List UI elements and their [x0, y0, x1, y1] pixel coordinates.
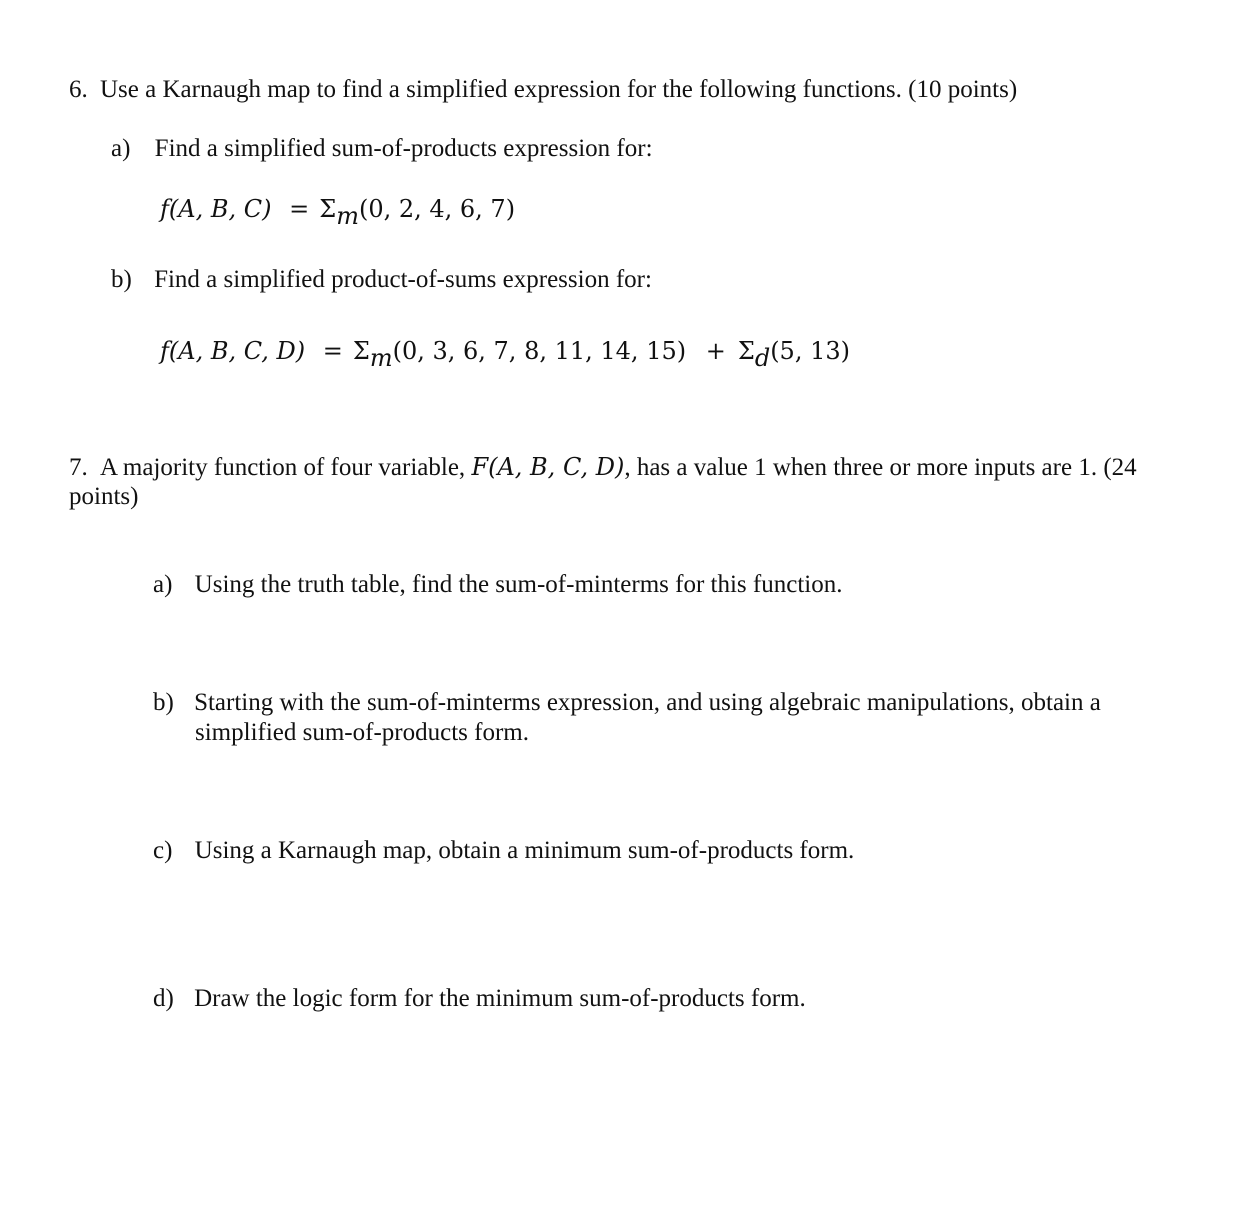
q6b-expr-terms1: (0, 3, 6, 7, 8, 11, 14, 15) [392, 337, 687, 365]
q7-heading [69, 452, 1137, 483]
q7a-label: a) [153, 571, 173, 598]
q7d-item [153, 984, 806, 1014]
q7d-label: d) [153, 985, 174, 1012]
q6b-item [111, 265, 652, 295]
q6b-expr-sub2: d [754, 344, 771, 372]
q6-text: Use a Karnaugh map to find a simplified expression for the following functions. (10 points) [100, 76, 1018, 103]
q6a-expr-sub: m [336, 202, 359, 230]
q6b-expr-terms2: (5, 13) [770, 337, 850, 365]
q7a-text: Using the truth table, find the sum-of-minterms for this function. [194, 571, 843, 598]
q7-text-line2: points) [69, 483, 139, 510]
q6b-expr-lhs: f(A, B, C, D) [160, 337, 306, 365]
q7-heading-line2 [69, 482, 138, 512]
q6b-label: b) [111, 266, 132, 293]
q6a-item [111, 134, 653, 164]
q7c-item [153, 836, 854, 866]
q6-heading [69, 75, 1017, 105]
q7b-item-line2 [195, 718, 529, 748]
q6a-text: Find a simplified sum-of-products expression for: [154, 135, 653, 162]
q6b-expr-sigma1: Σ [352, 337, 370, 365]
q6a-expr-sigma: Σ [319, 195, 337, 223]
q7b-label: b) [153, 689, 174, 716]
q7b-text-line2: simplified sum-of-products form. [195, 719, 529, 746]
q7b-item [153, 688, 1101, 718]
q6b-expr-sigma2: Σ [737, 337, 755, 365]
q7c-text: Using a Karnaugh map, obtain a minimum sum-of-products form. [194, 837, 855, 864]
q6b-expr-plus: + [705, 337, 726, 365]
q6a-label: a) [111, 135, 131, 162]
q7-text-before: A majority function of four variable, [100, 454, 466, 481]
q6b-expr-sub1: m [369, 344, 393, 372]
q7-func: F(A, B, C, D) [471, 453, 625, 481]
q6b-text: Find a simplified product-of-sums expression for: [154, 266, 652, 293]
q7a-item [153, 570, 842, 600]
q7d-text: Draw the logic form for the minimum sum-of-products form. [194, 985, 806, 1012]
q6a-expression [160, 194, 516, 230]
q6a-expr-lhs: f(A, B, C) [160, 195, 272, 223]
q7-text-after: , has a value 1 when three or more inputs are 1. (24 [624, 454, 1137, 481]
q6b-expression [160, 336, 850, 372]
q6-number: 6. [69, 76, 88, 103]
q6b-expr-eq: = [322, 337, 343, 365]
q7b-text-line1: Starting with the sum-of-minterms expression, and using algebraic manipulations, obtain a [194, 689, 1101, 716]
q7c-label: c) [153, 837, 173, 864]
q6a-expr-eq: = [289, 195, 310, 223]
q6a-expr-terms: (0, 2, 4, 6, 7) [358, 195, 516, 223]
q7-number: 7. [69, 454, 88, 481]
